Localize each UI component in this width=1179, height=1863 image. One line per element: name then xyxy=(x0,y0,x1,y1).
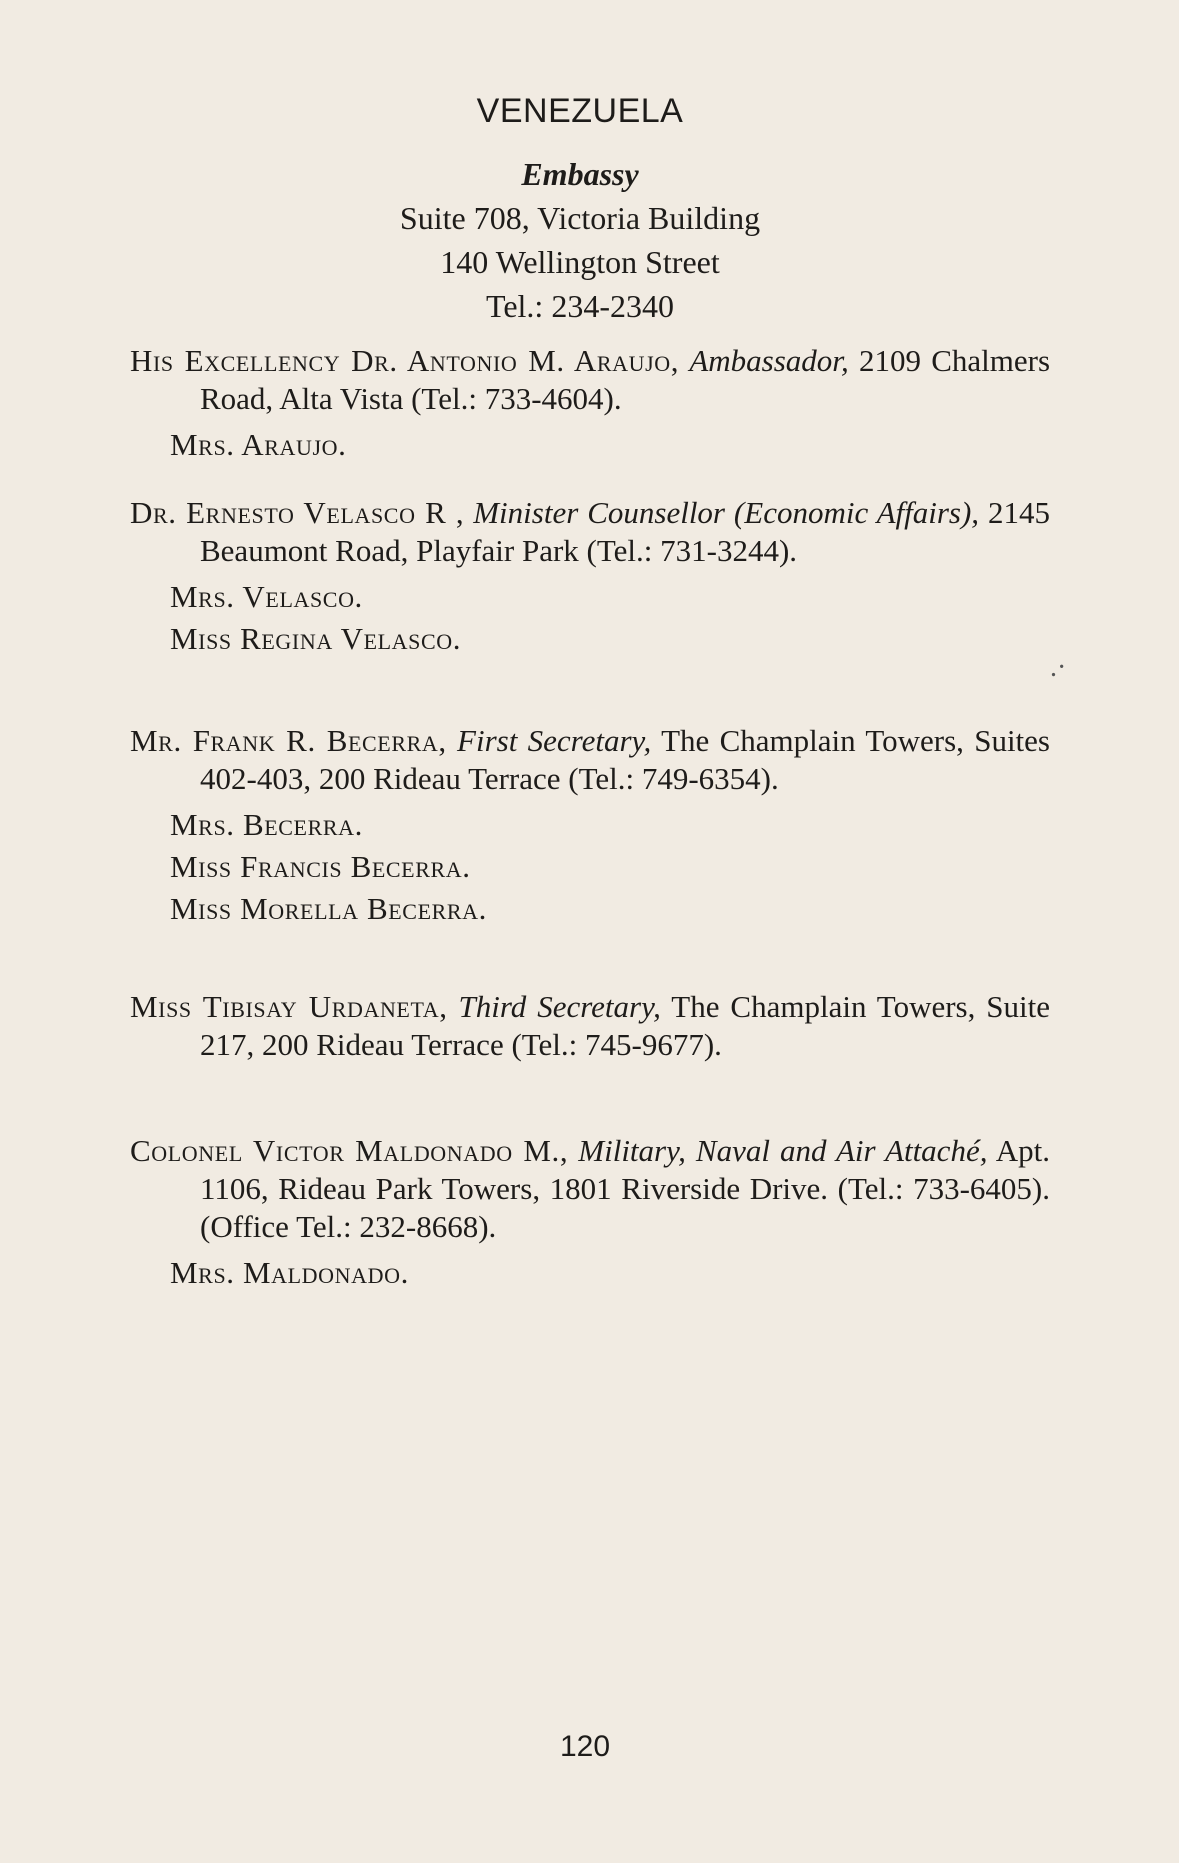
family-member: Mrs. Araujo. xyxy=(170,427,347,462)
staff-name: Miss Tibisay Urdaneta, xyxy=(130,989,448,1024)
family-member: Mrs. Becerra. xyxy=(170,807,363,842)
entry-body xyxy=(130,342,1050,418)
staff-details: The Champlain Towers, Suite 217, 200 Rideau Terrace (Tel.: 745-9677). xyxy=(200,989,1051,1062)
staff-details: The Champlain Towers, Suites 402-403, 200 Rideau Terrace (Tel.: 749-6354). xyxy=(200,723,1050,796)
family-member: Miss Morella Becerra. xyxy=(170,891,488,926)
staff-role: Third Secretary, xyxy=(458,989,661,1024)
address-line: Suite 708, Victoria Building xyxy=(399,200,761,236)
entry-body xyxy=(130,494,1050,570)
ink-speck: .· xyxy=(1050,652,1067,683)
staff-entry xyxy=(130,722,1050,930)
staff-name: Mr. Frank R. Becerra, xyxy=(130,723,447,758)
staff-details: 2145 Beaumont Road, Playfair Park (Tel.: 731-3244). xyxy=(200,495,1050,568)
staff-role: Military, Naval and Air Attaché, xyxy=(578,1133,988,1168)
staff-entry xyxy=(130,342,1050,466)
entry-body xyxy=(130,722,1050,798)
staff-name: His Excellency Dr. Antonio M. Araujo, xyxy=(130,343,680,378)
staff-role: Ambassador, xyxy=(689,343,849,378)
staff-entry xyxy=(130,494,1050,660)
country-heading: VENEZUELA xyxy=(476,92,684,130)
section-heading: Embassy xyxy=(521,156,639,192)
staff-name: Colonel Victor Maldonado M., xyxy=(130,1133,569,1168)
staff-role: Minister Counsellor (Economic Affairs), xyxy=(473,495,980,530)
staff-details: Apt. 1106, Rideau Park Towers, 1801 Riverside Drive. (Tel.: 733-6405). (Office Tel.: 232-8668). xyxy=(200,1133,1051,1244)
entry-body xyxy=(130,1132,1050,1246)
staff-entry xyxy=(130,1132,1050,1294)
staff-name: Dr. Ernesto Velasco R , xyxy=(130,495,465,530)
staff-entry xyxy=(130,988,1050,1064)
staff-details: 2109 Chalmers Road, Alta Vista (Tel.: 733-4604). xyxy=(200,343,1051,416)
staff-role: First Secretary, xyxy=(457,723,652,758)
address-line: Tel.: 234-2340 xyxy=(486,288,674,324)
family-member: Miss Regina Velasco. xyxy=(170,621,462,656)
family-member: Mrs. Velasco. xyxy=(170,579,363,614)
family-member: Miss Francis Becerra. xyxy=(170,849,471,884)
entry-body xyxy=(130,988,1050,1064)
embassy-address xyxy=(0,196,1160,328)
family-member: Mrs. Maldonado. xyxy=(170,1255,409,1290)
address-line: 140 Wellington Street xyxy=(440,244,720,280)
page-number: 120 xyxy=(559,1730,611,1763)
